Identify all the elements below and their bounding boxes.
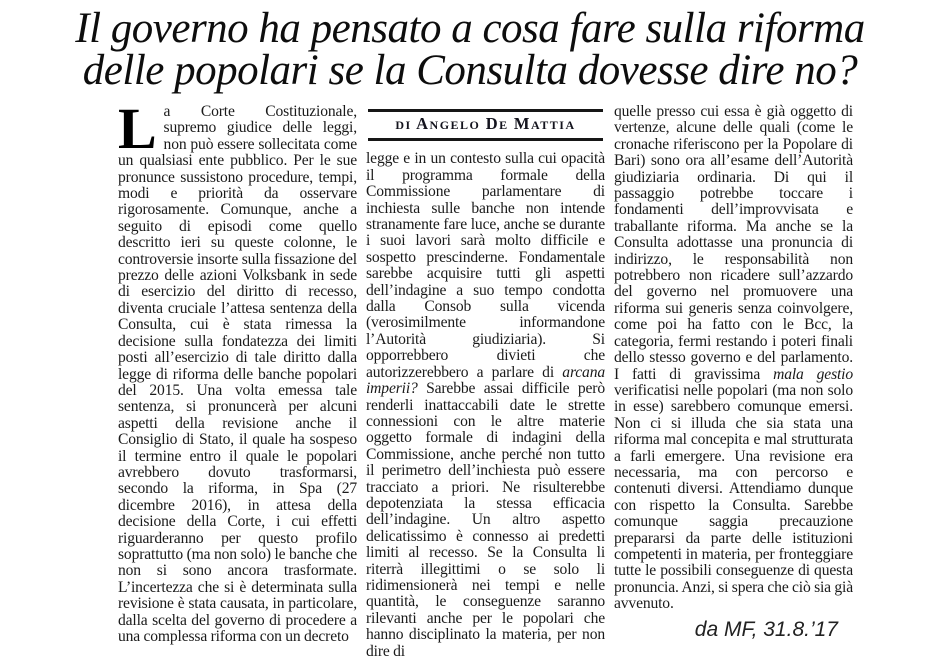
byline: di Angelo De Mattia	[368, 109, 603, 141]
drop-cap: L	[118, 96, 157, 161]
column-1-paragraph	[118, 96, 357, 645]
article-headline	[70, 5, 870, 94]
headline-line-1: Il governo ha pensato a cosa fare sulla riforma	[75, 5, 865, 52]
column-3-paragraph	[614, 104, 853, 613]
column-1-text: a Corte Costituzionale, supremo giudice delle leggi, non può essere sollecitata come un qualsiasi ente pubblico. Per le sue pronunce sussistono procedure, tempi, modi e priorità da osservare rigorosamente. Comunque, anche a seguito di episodi come quello descritto ieri su queste colonne, le controversie insorte sulla fissazione del prezzo delle azioni Volksbank in sede di esercizio del diritto di recesso, diventa cruciale l’attesa sentenza della Consulta, cui è stata rimessa la decisione sulla fondatezza dei limiti posti all’esercizio di tale diritto dalla legge di riforma delle banche popolari del 2015. Una volta emessa tale sentenza, si pronuncerà per alcuni aspetti della revisione anche il Consiglio di Stato, il quale ha sospeso il termine entro il quale le popolari avrebbero dovuto trasformarsi, secondo la riforma, in Spa (27 dicembre 2016), in attesa della decisione della Corte, i cui effetti riguarderanno per questo profilo soprattutto (ma non solo) le banche che non si sono ancora trasformate. L’incertezza che si è determinata sulla revisione è stata causata, in particolare, dalla scelta del governo di procedere a una complessa riforma con un decreto	[118, 103, 357, 645]
column-2-text-b: Sarebbe assai difficile però renderli inattaccabili date le strette connessioni con le altre materie oggetto formale di indagini della Commissione, anche perché non tutto il perimetro dell’inchiesta può essere tracciato a priori. Ne risulterebbe depotenziata la stessa efficacia dell’indagine. Un altro aspetto delicatissimo è connesso ai predetti limiti al recesso. Se la Consulta li riterrà illegittimi o se solo li ridimensionerà nei tempi e nelle quantità, le conseguenze saranno rilevanti anche per le popolari che hanno disciplinato la materia, per non dire di	[366, 380, 605, 660]
article-column-2	[366, 104, 605, 660]
column-2-italic-phrase: arcana imperii?	[366, 363, 605, 398]
article-body	[118, 96, 854, 660]
article-column-1	[118, 96, 357, 660]
column-3-text-a: quelle presso cui essa è già oggetto di vertenze, alcune delle quali (come le cronache riferiscono per la Popolare di Bari) sono ora all’esame dell’Autorità giudiziaria ordinaria. Di qui il passaggio potrebbe toccare i fondamenti dell’improvvisata e traballante riforma. Ma anche se la Consulta adottasse una pronuncia di indirizzo, le responsabilità non potrebbero non ricadere sull’azzardo del governo nel promuovere una riforma sui generis senza coinvolgere, come poi ha fatto con le Bcc, la categoria, fermi restando i poteri finali dello stesso governo e del parlamento. I fatti di gravissima	[614, 103, 853, 383]
article-column-3	[614, 104, 853, 660]
source-credit: da MF, 31.8.’17	[694, 618, 838, 641]
headline-line-2: delle popolari se la Consulta dovesse dire no?	[82, 47, 858, 94]
column-2-paragraph	[366, 151, 605, 660]
column-2-text-a: legge e in un contesto sulla cui opacità il programma formale della Commissione parlamentare di inchiesta sulle banche non intende stranamente fare luce, anche se durante i suoi lavori sarà molto difficile e sospetto prescinderne. Fondamentale sarebbe acquisire tutti gli aspetti dell’indagine a suo tempo condotta dalla Consob sulla vicenda (verosimilmente informandone l’Autorità giudiziaria). Si opporrebbero divieti che autorizzerebbero a parlare di	[366, 150, 605, 381]
column-3-text-b: verificatisi nelle popolari (ma non solo in esse) sarebbero comunque emersi. Non ci si illuda che sia stata una riforma mal concepita e mal strutturata a farli emergere. Una revisione era necessaria, ma con percorso e contenuti diversi. Attendiamo dunque con rispetto la Consulta. Sarebbe comunque saggia precauzione prepararsi da parte delle istituzioni competenti in materia, per fronteggiare tutte le possibili conseguenze di questa pronuncia. Anzi, si spera che ciò sia già avvenuto.	[614, 381, 854, 613]
column-3-italic-phrase: mala gestio	[773, 365, 853, 383]
